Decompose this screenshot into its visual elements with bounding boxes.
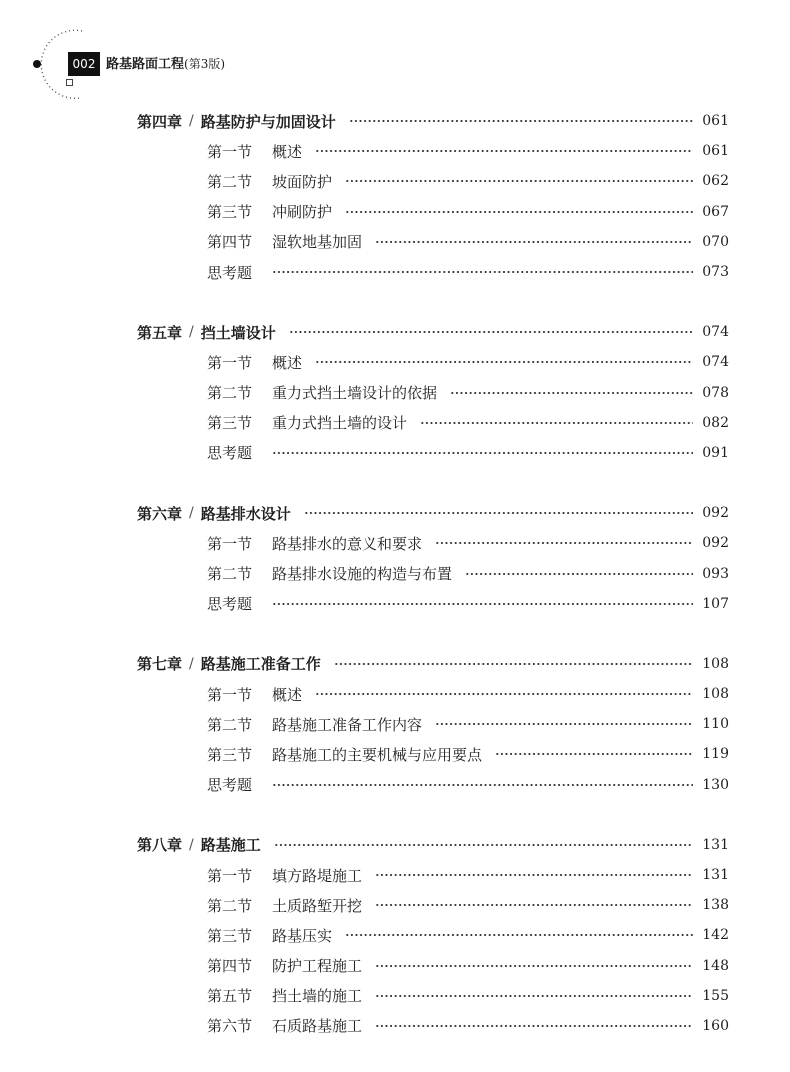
chapter-row (137, 106, 729, 136)
section-label: 第二节 (207, 896, 253, 915)
ornament-dot (33, 60, 41, 68)
section-label: 第二节 (207, 715, 253, 734)
chapter-block (137, 830, 729, 1041)
section-row (137, 136, 729, 166)
section-row (137, 438, 729, 468)
section-label: 第一节 (207, 685, 253, 704)
section-row (137, 679, 729, 709)
dot-leader (435, 721, 693, 727)
section-row (137, 166, 729, 196)
dot-leader (272, 450, 693, 456)
section-label: 第二节 (207, 172, 253, 191)
section-title: 防护工程施工 (272, 957, 363, 976)
dot-leader (345, 209, 693, 215)
section-row (137, 589, 729, 619)
section-title: 路基施工准备工作内容 (272, 715, 423, 734)
dot-leader (450, 390, 693, 396)
dot-leader (375, 993, 693, 999)
chapter-title: 路基施工准备工作 (200, 655, 321, 674)
section-label: 第三节 (207, 926, 253, 945)
section-row (137, 558, 729, 588)
section-page-number: 119 (702, 746, 729, 763)
dot-leader (315, 691, 693, 697)
chapter-block (137, 649, 729, 800)
section-title: 概述 (272, 353, 303, 372)
section-title: 石质路基施工 (272, 1017, 363, 1036)
dot-leader (345, 932, 693, 938)
section-page-number: 073 (702, 264, 729, 281)
section-page-number: 062 (702, 173, 729, 190)
section-row (137, 739, 729, 769)
section-page-number: 142 (702, 927, 729, 944)
page-number: 002 (72, 57, 96, 71)
section-page-number: 078 (702, 384, 729, 401)
dot-leader (375, 239, 693, 245)
chapter-title: 路基施工 (200, 836, 261, 855)
section-page-number: 155 (702, 987, 729, 1004)
section-row (137, 408, 729, 438)
book-edition: (第3版) (184, 57, 226, 71)
dot-leader (435, 540, 693, 546)
section-row (137, 860, 729, 890)
section-label: 第一节 (207, 353, 253, 372)
page-number-box (68, 52, 100, 76)
section-title: 重力式挡土墙设计的依据 (272, 384, 438, 403)
section-page-number: 160 (702, 1017, 729, 1034)
section-label: 第三节 (207, 414, 253, 433)
dot-leader (420, 420, 693, 426)
dot-leader (304, 510, 693, 516)
table-of-contents (137, 106, 729, 1071)
section-label: 第一节 (207, 534, 253, 553)
section-page-number: 067 (702, 203, 729, 220)
dot-leader (375, 1023, 693, 1029)
section-page-number: 108 (702, 686, 729, 703)
section-page-number: 092 (702, 535, 729, 552)
section-row (137, 257, 729, 287)
dot-leader (289, 329, 693, 335)
section-row (137, 197, 729, 227)
book-title: 路基路面工程 (106, 57, 185, 72)
chapter-page-number: 092 (702, 505, 729, 522)
chapter-label: 第七章 (137, 655, 183, 674)
section-row (137, 347, 729, 377)
dot-leader (495, 751, 693, 757)
section-row (137, 378, 729, 408)
chapter-title: 路基排水设计 (200, 504, 291, 523)
section-page-number: 138 (702, 897, 729, 914)
section-page-number: 091 (702, 444, 729, 461)
section-row (137, 227, 729, 257)
section-title: 冲刷防护 (272, 203, 333, 222)
section-label: 思考题 (207, 444, 253, 463)
dot-leader (274, 842, 693, 848)
chapter-row (137, 830, 729, 860)
section-title: 概述 (272, 685, 303, 704)
section-page-number: 074 (702, 354, 729, 371)
chapter-separator: / (189, 655, 194, 672)
section-title: 坡面防护 (272, 172, 333, 191)
section-label: 第一节 (207, 866, 253, 885)
section-row (137, 951, 729, 981)
section-page-number: 093 (702, 565, 729, 582)
section-row (137, 1011, 729, 1041)
dot-leader (375, 902, 693, 908)
section-page-number: 107 (702, 595, 729, 612)
chapter-row (137, 317, 729, 347)
section-row (137, 770, 729, 800)
section-page-number: 131 (702, 867, 729, 884)
section-title: 湿软地基加固 (272, 233, 363, 252)
chapter-row (137, 649, 729, 679)
chapter-page-number: 108 (702, 655, 729, 672)
dot-leader (315, 148, 693, 154)
dot-leader (272, 601, 693, 607)
section-label: 第二节 (207, 565, 253, 584)
section-page-number: 130 (702, 776, 729, 793)
chapter-page-number: 131 (702, 836, 729, 853)
chapter-title: 挡土墙设计 (200, 323, 276, 342)
chapter-block (137, 317, 729, 468)
section-row (137, 528, 729, 558)
running-header (106, 54, 225, 75)
section-title: 土质路堑开挖 (272, 896, 363, 915)
section-row (137, 920, 729, 950)
chapter-label: 第四章 (137, 112, 183, 131)
section-title: 挡土墙的施工 (272, 987, 363, 1006)
dot-leader (334, 661, 693, 667)
section-title: 重力式挡土墙的设计 (272, 414, 408, 433)
section-label: 第三节 (207, 203, 253, 222)
section-label: 思考题 (207, 776, 253, 795)
ornament-square (67, 80, 73, 86)
chapter-separator: / (189, 836, 194, 853)
section-title: 路基压实 (272, 926, 333, 945)
section-row (137, 890, 729, 920)
section-title: 路基排水的意义和要求 (272, 534, 423, 553)
section-title: 填方路堤施工 (272, 866, 363, 885)
dot-leader (272, 782, 693, 788)
section-label: 第六节 (207, 1017, 253, 1036)
dot-leader (272, 269, 693, 275)
chapter-separator: / (189, 505, 194, 522)
dot-leader (349, 118, 693, 124)
section-label: 思考题 (207, 263, 253, 282)
dot-leader (375, 963, 693, 969)
section-row (137, 981, 729, 1011)
section-page-number: 061 (702, 143, 729, 160)
chapter-block (137, 498, 729, 619)
section-page-number: 110 (702, 716, 729, 733)
chapter-label: 第五章 (137, 323, 183, 342)
section-label: 第四节 (207, 233, 253, 252)
section-label: 第二节 (207, 384, 253, 403)
dot-leader (345, 178, 693, 184)
dot-leader (375, 872, 693, 878)
section-row (137, 709, 729, 739)
chapter-row (137, 498, 729, 528)
section-page-number: 082 (702, 414, 729, 431)
chapter-separator: / (189, 324, 194, 341)
section-title: 路基施工的主要机械与应用要点 (272, 745, 483, 764)
chapter-page-number: 061 (702, 113, 729, 130)
section-label: 思考题 (207, 595, 253, 614)
section-page-number: 148 (702, 957, 729, 974)
chapter-separator: / (189, 113, 194, 130)
chapter-label: 第八章 (137, 836, 183, 855)
chapter-label: 第六章 (137, 504, 183, 523)
chapter-block (137, 106, 729, 287)
section-label: 第三节 (207, 745, 253, 764)
section-label: 第五节 (207, 987, 253, 1006)
chapter-page-number: 074 (702, 324, 729, 341)
section-page-number: 070 (702, 233, 729, 250)
section-label: 第四节 (207, 957, 253, 976)
section-title: 概述 (272, 142, 303, 161)
dot-leader (315, 359, 693, 365)
dot-leader (465, 571, 693, 577)
section-label: 第一节 (207, 142, 253, 161)
section-title: 路基排水设施的构造与布置 (272, 565, 453, 584)
chapter-title: 路基防护与加固设计 (200, 112, 336, 131)
